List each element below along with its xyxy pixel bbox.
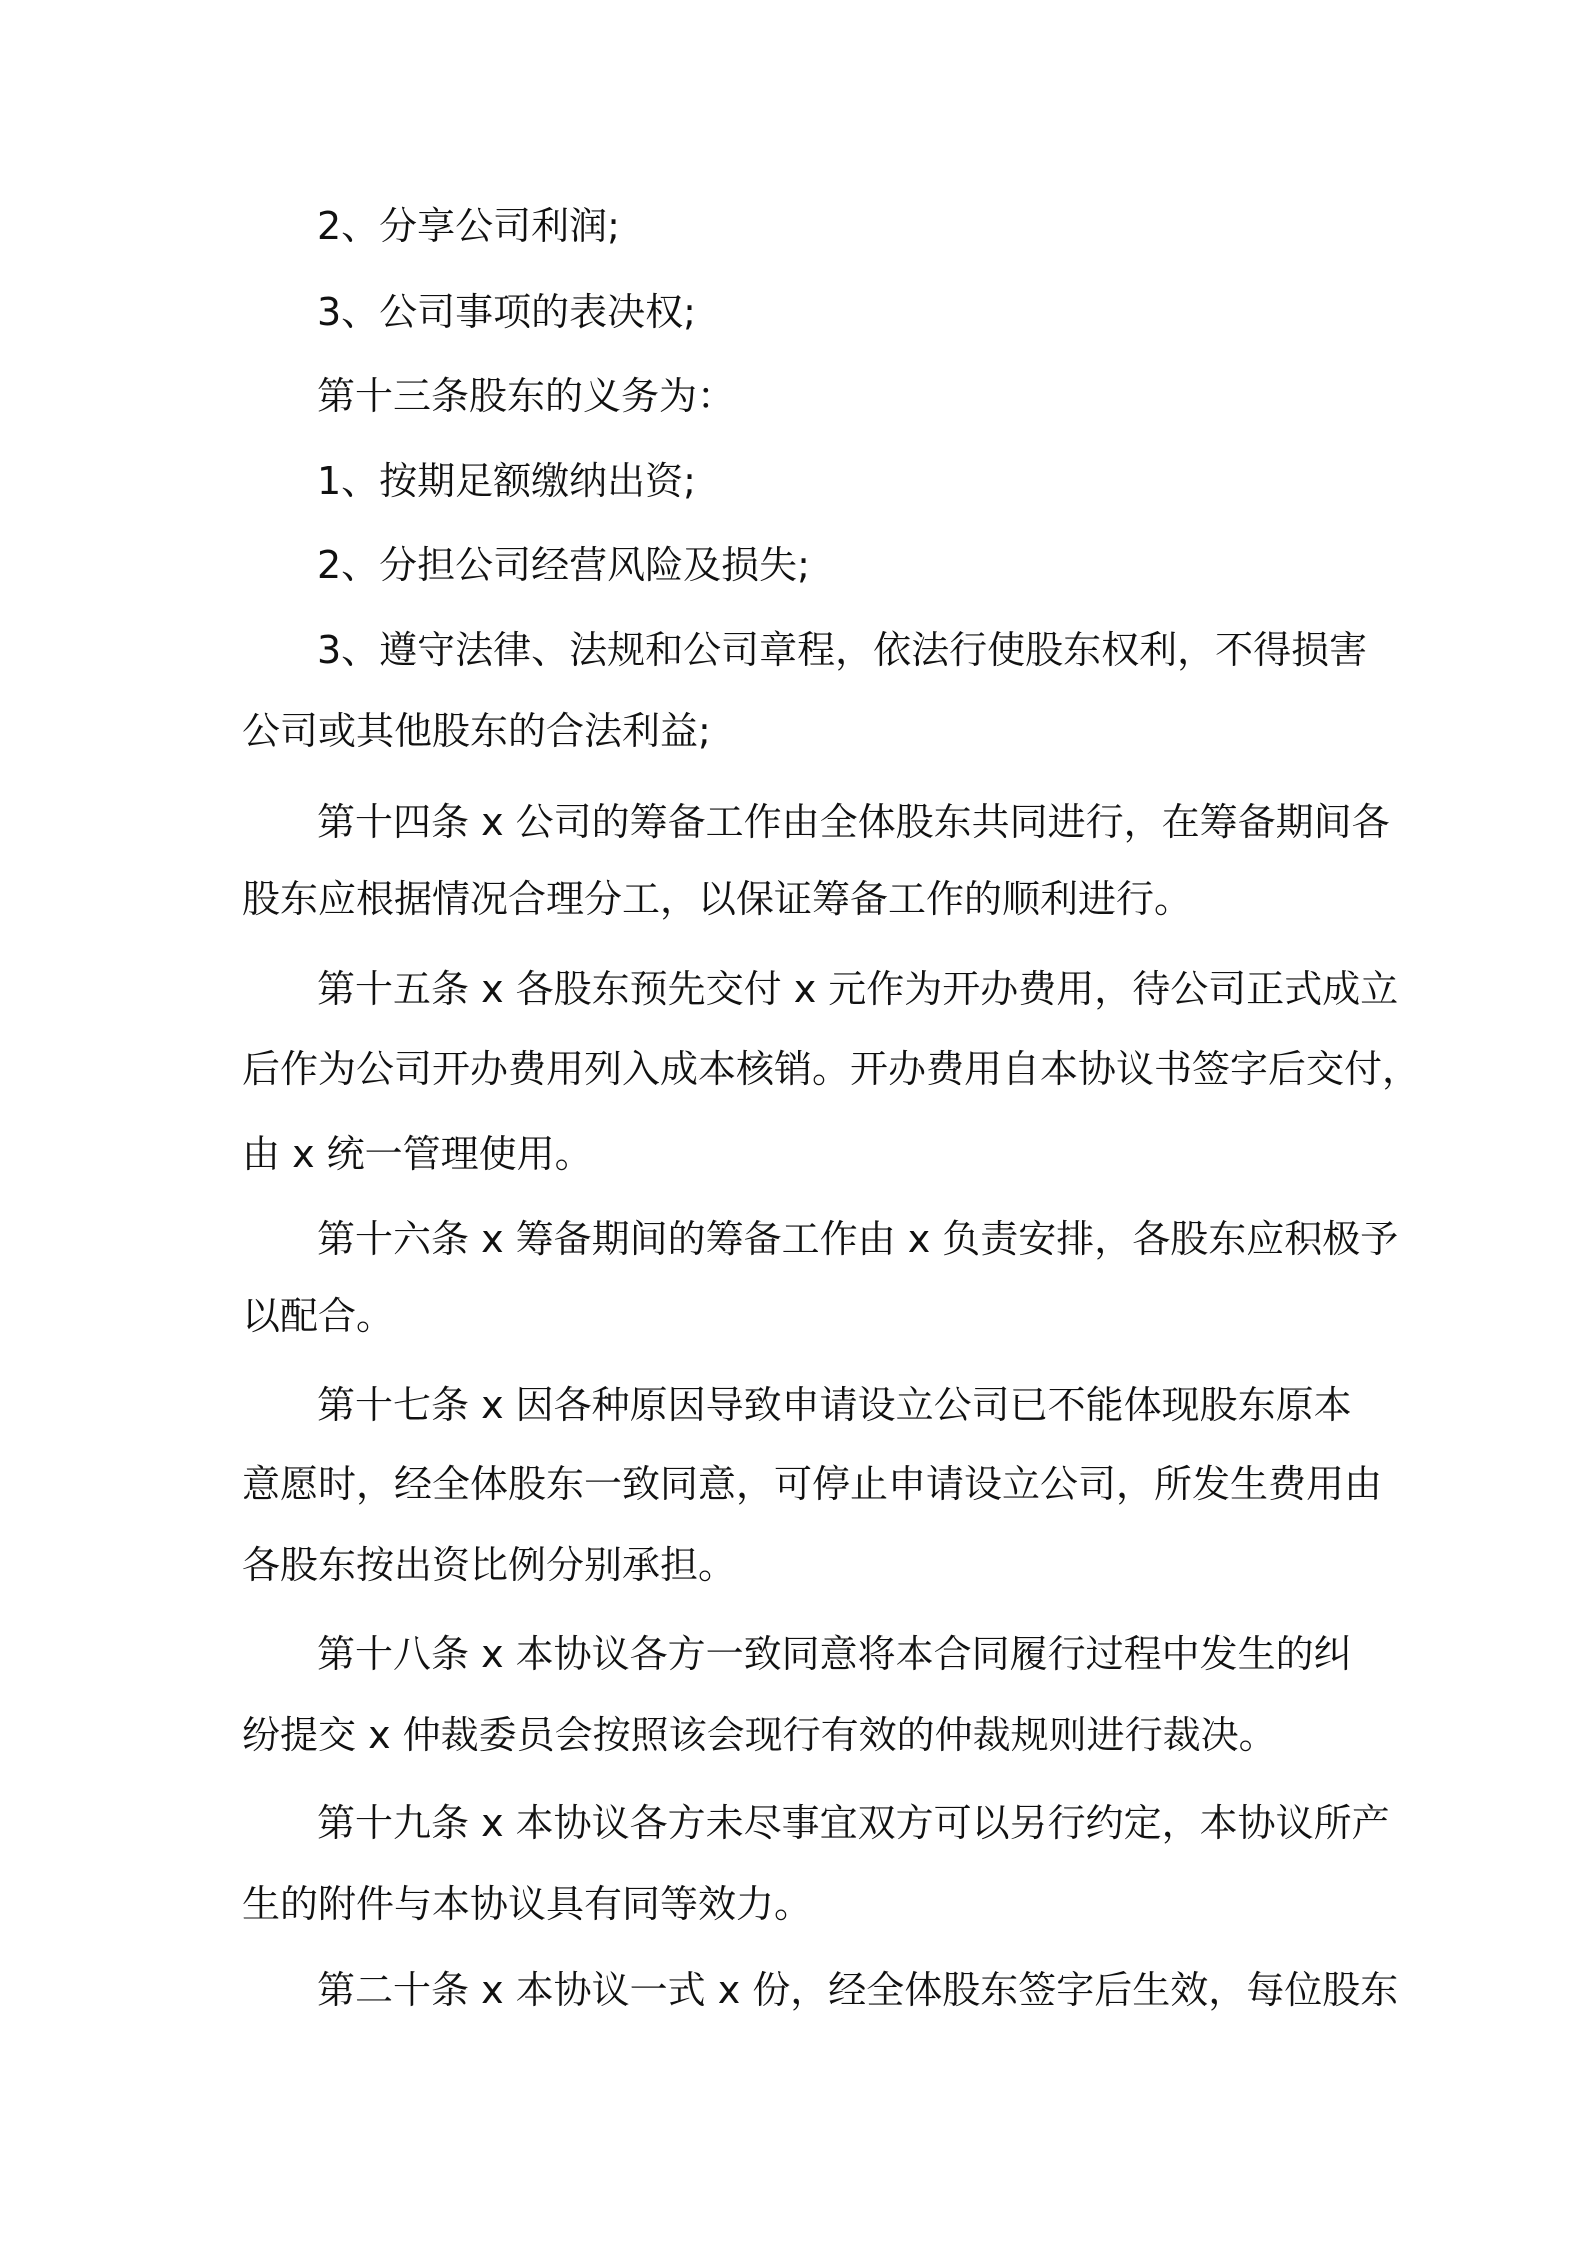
list-item-duty-1: 1、按期足额缴纳出资; (317, 459, 696, 503)
article-18-line-1: 第十八条 x 本协议各方一致同意将本合同履行过程中发生的纠 (317, 1632, 1352, 1676)
article-17-line-1: 第十七条 x 因各种原因导致申请设立公司已不能体现股东原本 (317, 1383, 1352, 1427)
article-17-line-2: 意愿时，经全体股东一致同意，可停止申请设立公司，所发生费用由 (242, 1462, 1383, 1506)
list-item-right-3: 3、公司事项的表决权; (317, 290, 696, 334)
list-item-right-2: 2、分享公司利润; (317, 204, 620, 248)
list-item-duty-2: 2、分担公司经营风险及损失; (317, 543, 810, 587)
list-item-duty-3-line-2: 公司或其他股东的合法利益; (242, 709, 711, 753)
list-item-duty-3-line-1: 3、遵守法律、法规和公司章程，依法行使股东权利，不得损害 (317, 628, 1368, 672)
article-15-line-2: 后作为公司开办费用列入成本核销。开办费用自本协议书签字后交付， (242, 1047, 1421, 1091)
article-14-line-1: 第十四条 x 公司的筹备工作由全体股东共同进行，在筹备期间各 (317, 800, 1390, 844)
article-16-line-2: 以配合。 (242, 1294, 395, 1338)
article-20-line-1: 第二十条 x 本协议一式 x 份，经全体股东签字后生效，每位股东 (317, 1968, 1399, 2012)
article-19-line-1: 第十九条 x 本协议各方未尽事宜双方可以另行约定，本协议所产 (317, 1801, 1390, 1845)
article-17-line-3: 各股东按出资比例分别承担。 (242, 1543, 737, 1587)
article-16-line-1: 第十六条 x 筹备期间的筹备工作由 x 负责安排，各股东应积极予 (317, 1217, 1399, 1261)
article-15-line-3: 由 x 统一管理使用。 (242, 1132, 593, 1176)
article-19-line-2: 生的附件与本协议具有同等效力。 (242, 1882, 813, 1926)
article-13-heading: 第十三条股东的义务为： (317, 374, 736, 418)
article-15-line-1: 第十五条 x 各股东预先交付 x 元作为开办费用，待公司正式成立 (317, 967, 1399, 1011)
article-14-line-2: 股东应根据情况合理分工，以保证筹备工作的顺利进行。 (242, 877, 1193, 921)
article-18-line-2: 纷提交 x 仲裁委员会按照该会现行有效的仲裁规则进行裁决。 (242, 1713, 1277, 1757)
